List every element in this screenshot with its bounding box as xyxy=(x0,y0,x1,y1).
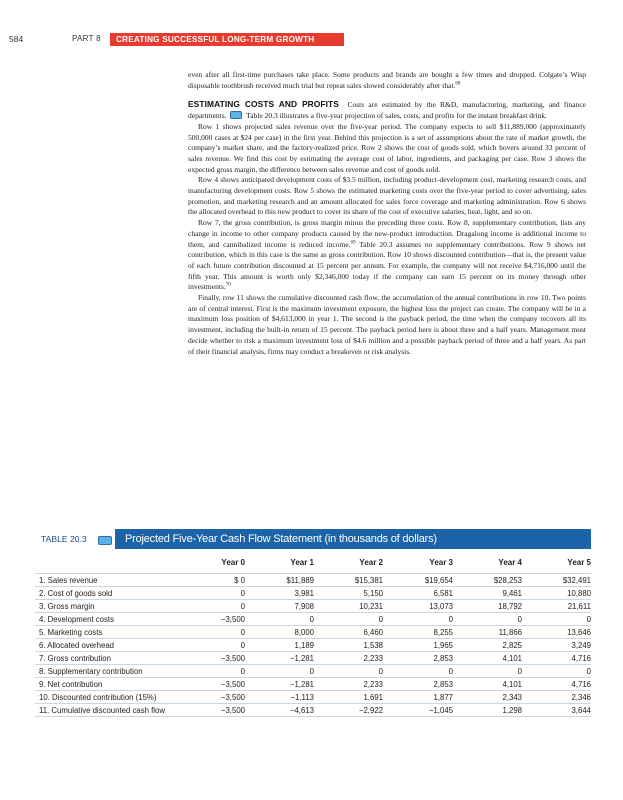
chapter-title-banner: CREATING SUCCESSFUL LONG-TERM GROWTH xyxy=(110,33,344,46)
paragraph: ESTIMATING COSTS AND PROFITS Costs are estimated by the R&D, manufacturing, marketing, and finance departments. Table 20.3 illustrates a five-year projection of sales, costs, and profits for the instant breakfast drink. xyxy=(188,99,587,121)
table-cell: 4,716 xyxy=(522,652,591,665)
table-cell: 0 xyxy=(314,665,383,678)
table-header-row xyxy=(35,552,591,574)
paragraph: Row 4 shows anticipated development costs of $3.5 million, including product-development cost, marketing research costs, and manufacturing development costs. Row 5 shows the estimated marketing costs over the five-year period to cover advertising, sales promotion, and marketing research and an amount allocated for sales force coverage and marketing administration. Row 6 shows the allocated overhead to this new product to cover its share of the cost of executive salaries, heat, light, and so on. xyxy=(188,175,586,217)
column-header xyxy=(35,552,175,574)
table-row xyxy=(35,652,591,665)
part-label: PART 8 xyxy=(72,34,101,43)
row-label: 2. Cost of goods sold xyxy=(35,587,175,600)
table-cell: 0 xyxy=(175,587,245,600)
paragraph: Row 7, the gross contribution, is gross margin minus the preceding three costs. Row 8, supplementary contribution, lists any change in income to other company products caused by the new-product introduction. Dragalong income is additional income to them, and cannibalized income is reduced income.$^{69}$ Table 20.3 assumes no supplementary contributions. Row 9 shows net contribution, which in this case is the same as gross contribution. Row 10 shows discounted contribution—that is, the present value of each future contribution discounted at 15 percent per annum. For example, the company will not receive $4,716,000 until the fifth year. This amount is worth only $2,346,000 today if the company can earn 15 percent on its money through other investments.$^{70}$ xyxy=(188,218,586,292)
table-caption xyxy=(35,529,591,549)
column-header: Year 1 xyxy=(290,558,314,567)
table-cell: −3,500 xyxy=(175,613,245,626)
table-cell: 0 xyxy=(175,600,245,613)
row-label: 9. Net contribution xyxy=(35,678,175,691)
column-header: Year 2 xyxy=(359,558,383,567)
table-cell: 9,461 xyxy=(453,587,522,600)
table-row xyxy=(35,704,591,717)
table-cell: $28,253 xyxy=(453,574,522,587)
table-cell: 0 xyxy=(245,665,314,678)
section-heading: ESTIMATING COSTS AND PROFITS xyxy=(188,99,339,110)
table-cell: 4,101 xyxy=(453,652,522,665)
table-row xyxy=(35,639,591,652)
table-cell: 1,298 xyxy=(453,704,522,717)
table-cell: 7,908 xyxy=(245,600,314,613)
row-label: 1. Sales revenue xyxy=(35,574,175,587)
row-label: 10. Discounted contribution (15%) xyxy=(35,691,175,704)
table-cell: −3,500 xyxy=(175,691,245,704)
table-cell: 3,249 xyxy=(522,639,591,652)
table-cell: −1,281 xyxy=(245,678,314,691)
table-cell: 10,231 xyxy=(314,600,383,613)
table-cell: $11,889 xyxy=(245,574,314,587)
table-cell: 2,853 xyxy=(383,678,453,691)
table-cell: 2,825 xyxy=(453,639,522,652)
table-cell: 6,460 xyxy=(314,626,383,639)
table-cell: 21,611 xyxy=(522,600,591,613)
table-cell: 1,877 xyxy=(383,691,453,704)
row-label: 3. Gross margin xyxy=(35,600,175,613)
table-cell: −3,500 xyxy=(175,704,245,717)
table-cell: 0 xyxy=(245,613,314,626)
table-cell: 18,792 xyxy=(453,600,522,613)
table-cell: 10,880 xyxy=(522,587,591,600)
table-cell: 0 xyxy=(453,613,522,626)
table-cell: 4,716 xyxy=(522,678,591,691)
table-row xyxy=(35,613,591,626)
row-label: 6. Allocated overhead xyxy=(35,639,175,652)
table-cell: 11,866 xyxy=(453,626,522,639)
table-cell: −3,500 xyxy=(175,678,245,691)
body-text xyxy=(188,70,586,357)
table-cell: 2,233 xyxy=(314,678,383,691)
table-cell: 1,691 xyxy=(314,691,383,704)
row-label: 8. Supplementary contribution xyxy=(35,665,175,678)
table-cell: −1,281 xyxy=(245,652,314,665)
table-number: TABLE 20.3 xyxy=(41,534,87,544)
table-cell: 1,189 xyxy=(245,639,314,652)
table-cell: 0 xyxy=(383,665,453,678)
table-cell: $15,381 xyxy=(314,574,383,587)
table-title: Projected Five-Year Cash Flow Statement (in thousands of dollars) xyxy=(115,529,591,549)
table-row xyxy=(35,587,591,600)
table-cell: −1,113 xyxy=(245,691,314,704)
table-reference-icon xyxy=(230,111,242,119)
table-cell: 0 xyxy=(175,626,245,639)
table-cell: 2,853 xyxy=(383,652,453,665)
table-icon xyxy=(98,536,112,545)
table-cell: 2,346 xyxy=(522,691,591,704)
table-cell: −1,045 xyxy=(383,704,453,717)
table-cell: 0 xyxy=(314,613,383,626)
cash-flow-table xyxy=(35,552,591,717)
row-label: 7. Gross contribution xyxy=(35,652,175,665)
table-row xyxy=(35,600,591,613)
table-cell: $32,491 xyxy=(522,574,591,587)
paragraph: even after all first-time purchases take place. Some products and brands are bought a few times and dropped. Colgate’s Wisp disposable toothbrush received much trial but repeat sales slowed considerably after that.$^{68}$ xyxy=(188,70,586,90)
table-cell: −2,922 xyxy=(314,704,383,717)
paragraph: Finally, row 11 shows the cumulative discounted cash flow, the accumulation of the annual contributions in row 10. Two points are of central interest. First is the maximum investment exposure, the highest loss the project can create. The company will be in a maximum loss position of $4,613,000 in year 1. The second is the payback period, the time when the company recovers all its investment, including the built-in return of 15 percent. The payback period here is about three and a half years. Management must decide whether to risk a maximum investment loss of $4.6 million and a possible payback period of three and a half years. As part of their financial analysis, firms may conduct a breakeven or risk analysis. xyxy=(188,293,586,356)
table-cell: 0 xyxy=(453,665,522,678)
table-cell: 13,646 xyxy=(522,626,591,639)
table-row xyxy=(35,574,591,587)
table-cell: 5,150 xyxy=(314,587,383,600)
page-number: 584 xyxy=(9,34,24,44)
table-cell: 2,343 xyxy=(453,691,522,704)
table-cell: 4,101 xyxy=(453,678,522,691)
table-cell: 6,581 xyxy=(383,587,453,600)
table-row xyxy=(35,678,591,691)
table-row xyxy=(35,691,591,704)
column-header: Year 5 xyxy=(567,558,591,567)
table-cell: 0 xyxy=(175,639,245,652)
table-cell: 1,965 xyxy=(383,639,453,652)
footnote-ref: 69 xyxy=(350,240,356,246)
table-cell: 2,233 xyxy=(314,652,383,665)
column-header: Year 0 xyxy=(221,558,245,567)
table-cell: 0 xyxy=(175,665,245,678)
row-label: 4. Development costs xyxy=(35,613,175,626)
table-cell: $ 0 xyxy=(175,574,245,587)
row-label: 11. Cumulative discounted cash flow xyxy=(35,704,175,717)
table-row xyxy=(35,626,591,639)
table-cell: 13,073 xyxy=(383,600,453,613)
table-row xyxy=(35,665,591,678)
table-cell: 3,981 xyxy=(245,587,314,600)
table-cell: $19,654 xyxy=(383,574,453,587)
footnote-ref: 70 xyxy=(225,282,231,288)
table-cell: 8,000 xyxy=(245,626,314,639)
paragraph: Row 1 shows projected sales revenue over the five-year period. The company expects to sell $11,889,000 (approximately 500,000 cases at $24 per case) in the first year. Behind this projection is a set of assumptions about the rate of market growth, the company’s market share, and the factory-realized price. Row 2 shows the cost of goods sold, which hovers around 33 percent of sales revenue. We find this cost by estimating the average cost of labor, ingredients, and packaging per case. Row 3 shows the expected gross margin, the difference between sales revenue and cost of goods sold. xyxy=(188,121,586,174)
footnote-ref: 68 xyxy=(455,81,461,87)
table-cell: 3,644 xyxy=(522,704,591,717)
table-cell: 0 xyxy=(522,665,591,678)
table-cell: 8,255 xyxy=(383,626,453,639)
column-header: Year 4 xyxy=(498,558,522,567)
row-label: 5. Marketing costs xyxy=(35,626,175,639)
table-cell: 1,538 xyxy=(314,639,383,652)
table-cell: 0 xyxy=(383,613,453,626)
running-header xyxy=(0,33,623,48)
column-header: Year 3 xyxy=(429,558,453,567)
table-cell: −3,500 xyxy=(175,652,245,665)
table-cell: −4,613 xyxy=(245,704,314,717)
table-cell: 0 xyxy=(522,613,591,626)
